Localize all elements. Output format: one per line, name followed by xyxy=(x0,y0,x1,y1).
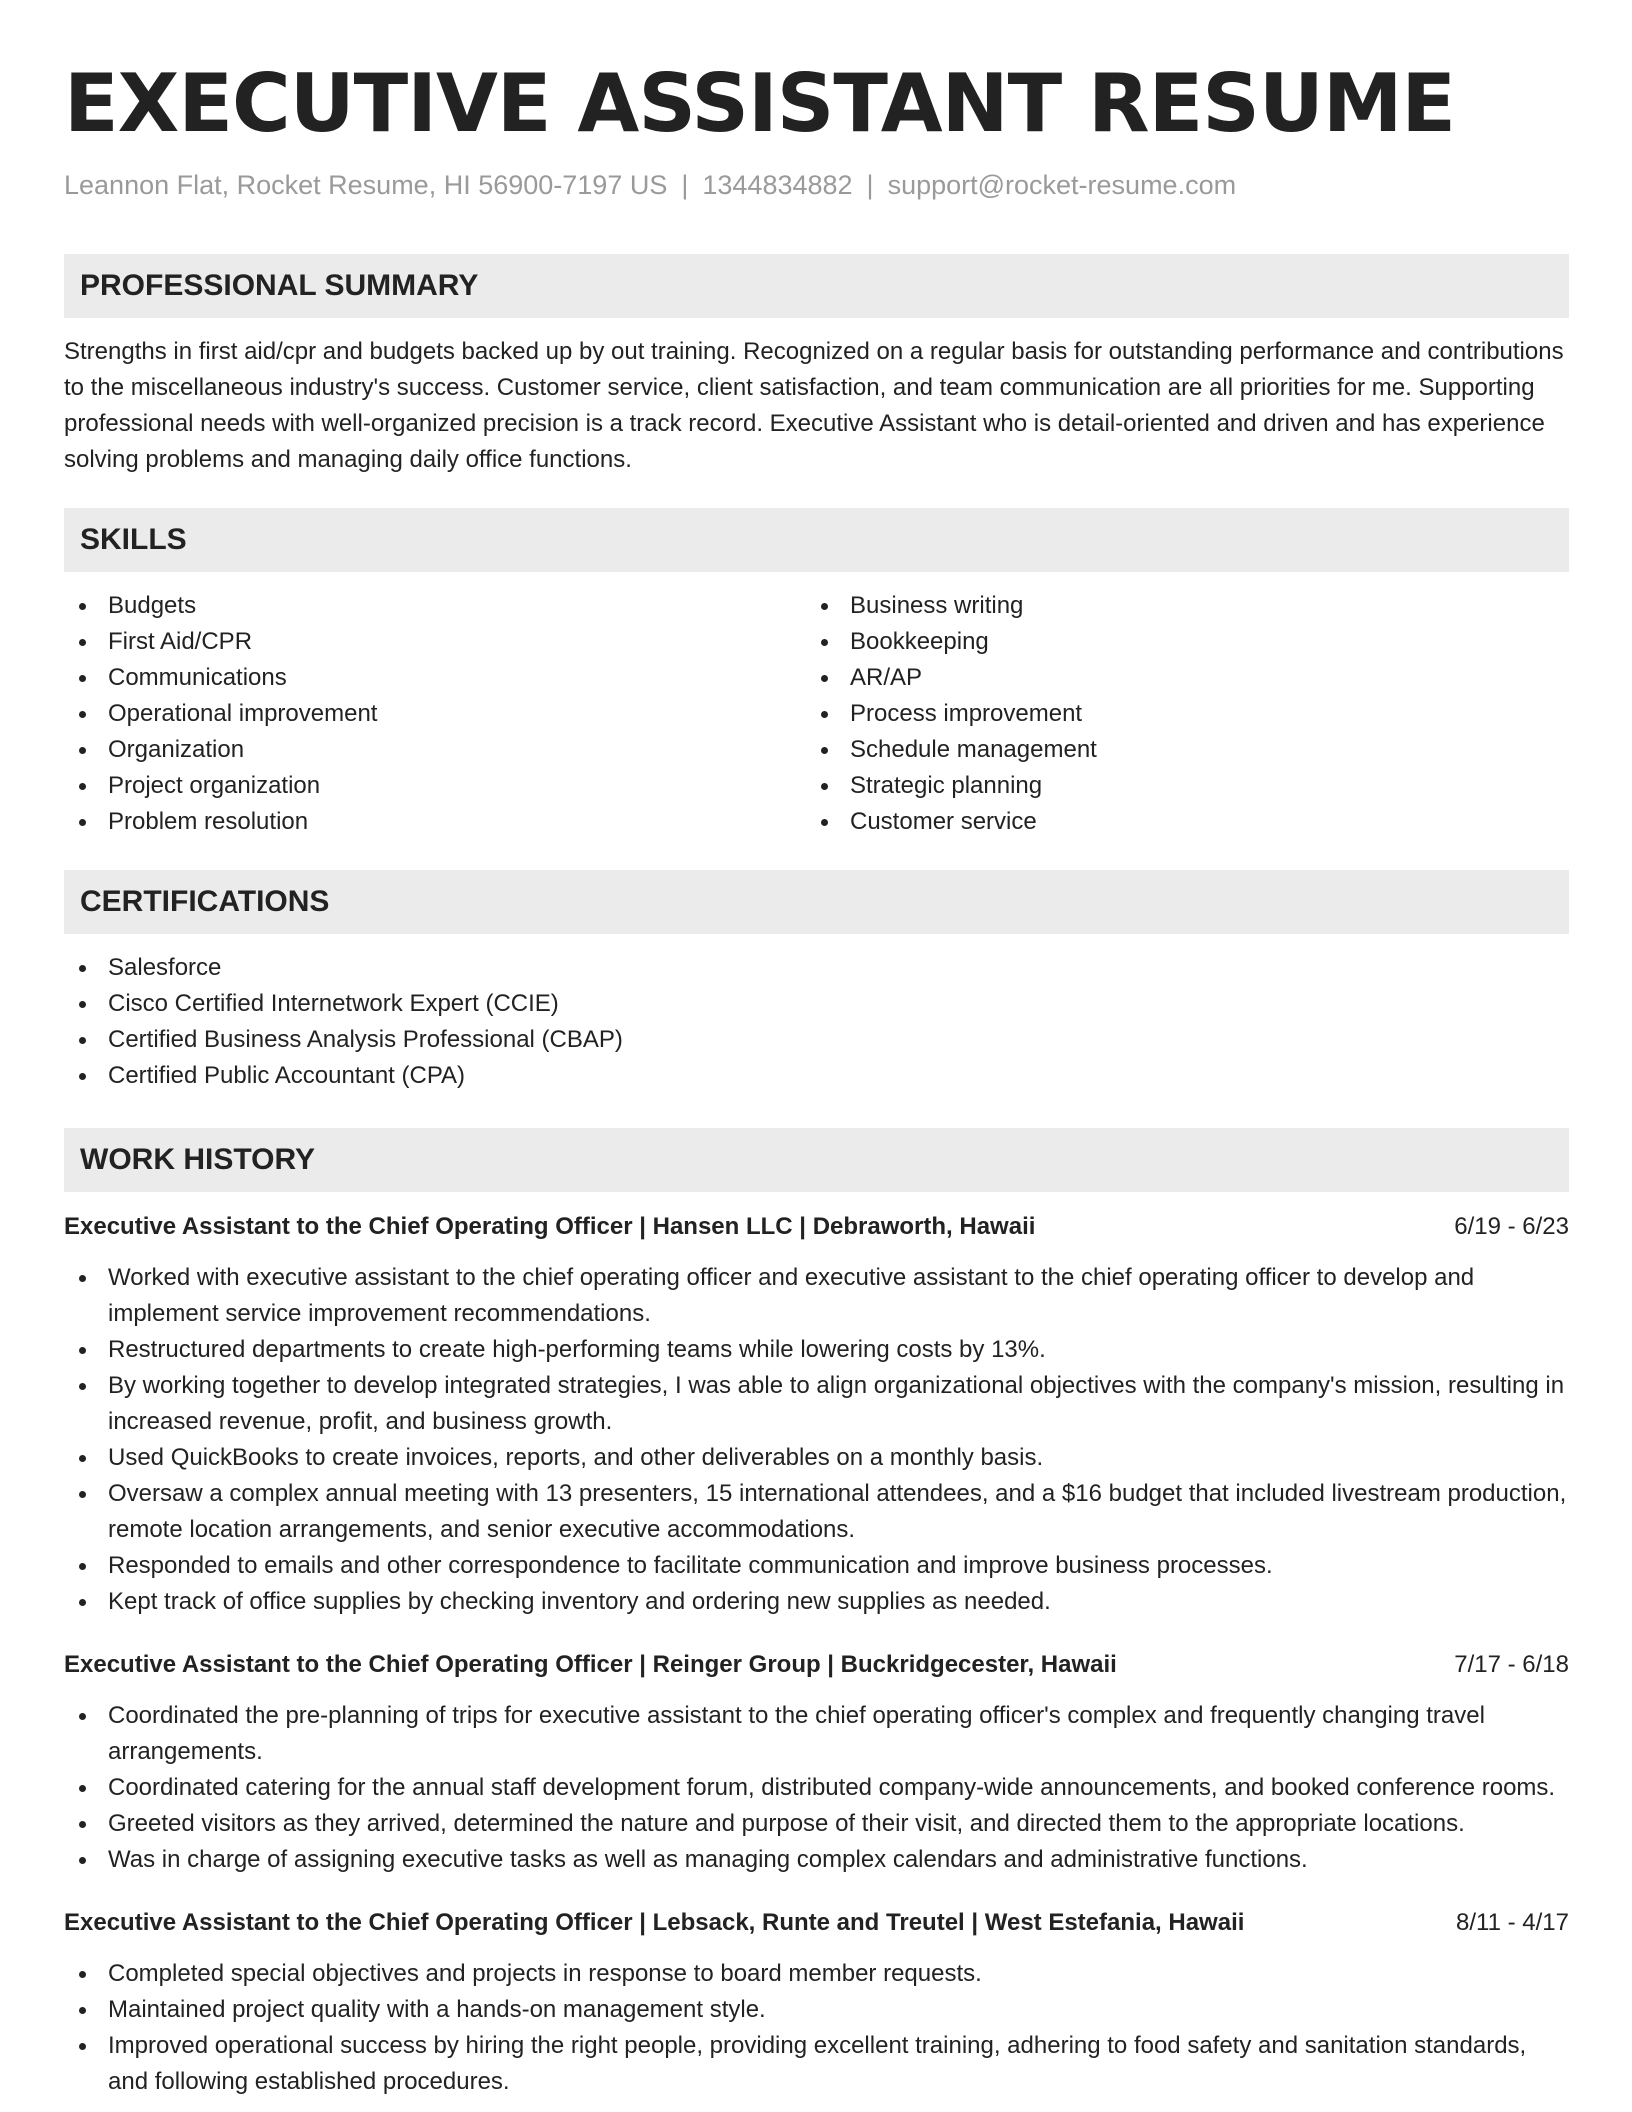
job-bullet: Was in charge of assigning executive tasks as well as managing complex calendars and administrative functions. xyxy=(64,1842,1569,1878)
job-bullet: Coordinated the pre-planning of trips for executive assistant to the chief operating officer's complex and frequently changing travel arrangements. xyxy=(64,1698,1569,1770)
job-bullet: Greeted visitors as they arrived, determined the nature and purpose of their visit, and directed them to the appropriate locations. xyxy=(64,1806,1569,1842)
job-entry xyxy=(64,1648,1569,1878)
job-bullets xyxy=(64,1956,1569,2100)
work-history-section-header: WORK HISTORY xyxy=(64,1128,1569,1192)
contact-address: Leannon Flat, Rocket Resume, HI 56900-7197 US xyxy=(64,170,668,200)
certification-item: Salesforce xyxy=(64,950,1569,986)
job-bullet: Worked with executive assistant to the chief operating officer and executive assistant to the chief operating officer to develop and implement service improvement recommendations. xyxy=(64,1260,1569,1332)
skill-item: Customer service xyxy=(806,804,1548,840)
job-title: Executive Assistant to the Chief Operating Officer | Hansen LLC | Debraworth, Hawaii xyxy=(64,1213,1036,1240)
summary-section-header: PROFESSIONAL SUMMARY xyxy=(64,254,1569,318)
job-bullet: Oversaw a complex annual meeting with 13 presenters, 15 international attendees, and a $16 budget that included livestream production, remote location arrangements, and senior executive accommodations. xyxy=(64,1476,1569,1548)
skill-item: AR/AP xyxy=(806,660,1548,696)
job-entry xyxy=(64,1210,1569,1620)
job-dates: 6/19 - 6/23 xyxy=(1454,1213,1569,1240)
certification-item: Certified Public Accountant (CPA) xyxy=(64,1058,1569,1094)
job-title: Executive Assistant to the Chief Operating Officer | Reinger Group | Buckridgecester, Hawaii xyxy=(64,1651,1117,1678)
certification-item: Certified Business Analysis Professional (CBAP) xyxy=(64,1022,1569,1058)
job-bullet: Completed special objectives and projects in response to board member requests. xyxy=(64,1956,1569,1992)
skills-grid xyxy=(64,588,1569,840)
job-bullet: Used QuickBooks to create invoices, reports, and other deliverables on a monthly basis. xyxy=(64,1440,1569,1476)
skill-item: Communications xyxy=(64,660,806,696)
job-dates: 7/17 - 6/18 xyxy=(1454,1651,1569,1678)
job-bullets xyxy=(64,1698,1569,1878)
job-bullet: Maintained project quality with a hands-on management style. xyxy=(64,1992,1569,2028)
skill-item: Organization xyxy=(64,732,806,768)
job-header xyxy=(64,1648,1569,1682)
job-bullet: Improved operational success by hiring the right people, providing excellent training, adhering to food safety and sanitation standards, and following established procedures. xyxy=(64,2028,1569,2100)
job-bullet: Coordinated catering for the annual staff development forum, distributed company-wide announcements, and booked conference rooms. xyxy=(64,1770,1569,1806)
job-header xyxy=(64,1210,1569,1244)
job-entry xyxy=(64,1906,1569,2100)
skill-item: Problem resolution xyxy=(64,804,806,840)
resume-title: EXECUTIVE ASSISTANT RESUME xyxy=(64,57,1456,150)
contact-line xyxy=(64,168,1569,202)
contact-separator: | xyxy=(681,170,689,200)
job-bullet: By working together to develop integrated strategies, I was able to align organizational objectives with the company's mission, resulting in increased revenue, profit, and business growth. xyxy=(64,1368,1569,1440)
skill-item: Schedule management xyxy=(806,732,1548,768)
certifications-list xyxy=(64,950,1569,1094)
skill-item: Bookkeeping xyxy=(806,624,1548,660)
skill-item: Process improvement xyxy=(806,696,1548,732)
skill-item: First Aid/CPR xyxy=(64,624,806,660)
skill-item: Operational improvement xyxy=(64,696,806,732)
job-header xyxy=(64,1906,1569,1940)
job-bullet: Responded to emails and other correspondence to facilitate communication and improve business processes. xyxy=(64,1548,1569,1584)
skills-list-left xyxy=(64,588,806,840)
skill-item: Budgets xyxy=(64,588,806,624)
job-bullets xyxy=(64,1260,1569,1620)
contact-email: support@rocket-resume.com xyxy=(887,170,1237,200)
job-dates: 8/11 - 4/17 xyxy=(1456,1909,1569,1936)
contact-phone: 1344834882 xyxy=(702,170,853,200)
skill-item: Project organization xyxy=(64,768,806,804)
contact-separator: | xyxy=(866,170,874,200)
skills-section-header: SKILLS xyxy=(64,508,1569,572)
certifications-section-header: CERTIFICATIONS xyxy=(64,870,1569,934)
skills-list-right xyxy=(806,588,1548,840)
skill-item: Business writing xyxy=(806,588,1548,624)
job-bullet: Restructured departments to create high-performing teams while lowering costs by 13%. xyxy=(64,1332,1569,1368)
job-bullet: Kept track of office supplies by checking inventory and ordering new supplies as needed. xyxy=(64,1584,1569,1620)
certification-item: Cisco Certified Internetwork Expert (CCIE) xyxy=(64,986,1569,1022)
job-title: Executive Assistant to the Chief Operating Officer | Lebsack, Runte and Treutel | West Estefania, Hawaii xyxy=(64,1909,1245,1936)
skill-item: Strategic planning xyxy=(806,768,1548,804)
summary-text: Strengths in first aid/cpr and budgets backed up by out training. Recognized on a regular basis for outstanding performance and contributions to the miscellaneous industry's success. Customer service, client satisfaction, and team communication are all priorities for me. Supporting professional needs with well-organized precision is a track record. Executive Assistant who is detail-oriented and driven and has experience solving problems and managing daily office functions. xyxy=(64,338,1564,473)
